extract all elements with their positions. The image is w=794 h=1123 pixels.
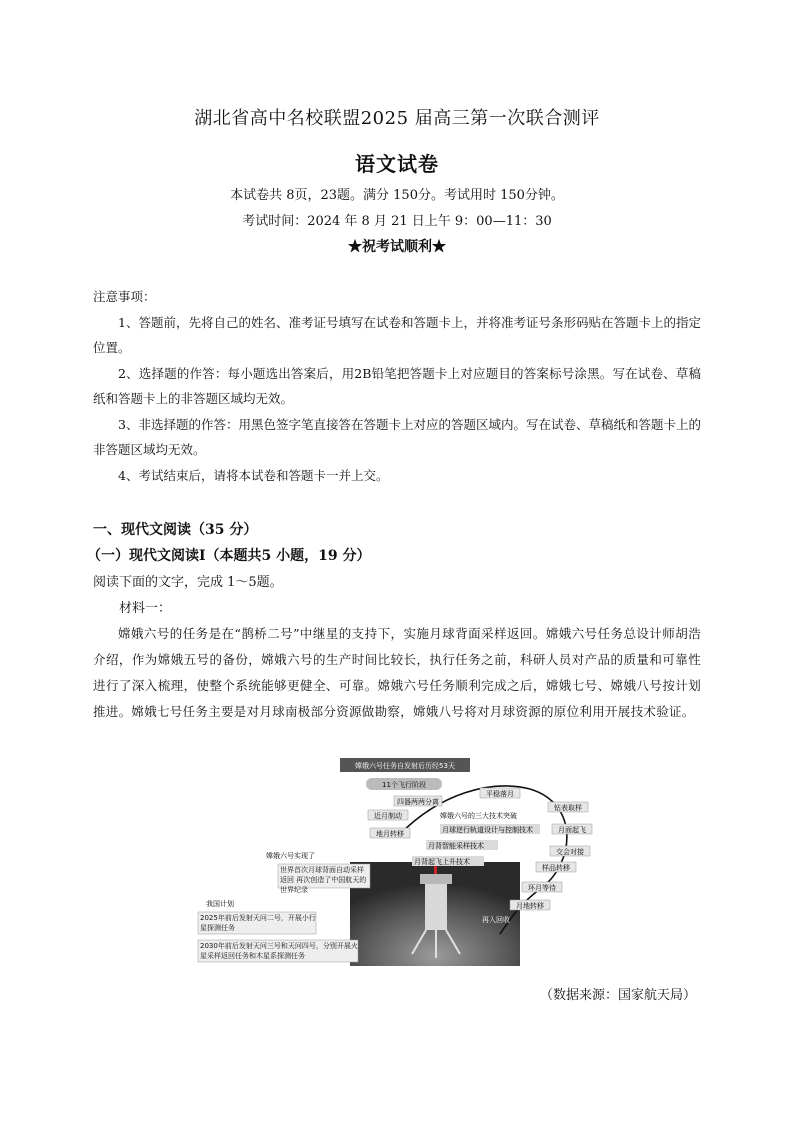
notes-heading: 注意事项： <box>93 289 156 304</box>
infographic-svg <box>190 754 604 966</box>
stage-tag: 月面起飞 <box>558 826 586 834</box>
stage-tag: 月地转移 <box>516 902 544 910</box>
stage-tag: 环月等待 <box>528 884 556 892</box>
subject-title: 语文试卷 <box>355 152 439 176</box>
exam-info: 本试卷共 8页，23题。满分 150分。考试用时 150分钟。 <box>230 188 564 203</box>
subsection-title: （一）现代文阅读Ⅰ（本题共5 小题，19 分） <box>87 548 371 564</box>
banner-text: 嫦娥六号任务自发射后历经53天 <box>355 762 455 770</box>
exam-time: 考试时间：2024 年 8 月 21 日上午 9：00—11：30 <box>242 214 552 229</box>
lander-top <box>420 874 452 884</box>
achievement-title: 嫦娥六号实现了 <box>266 852 315 860</box>
good-luck-line: ★祝考试顺利★ <box>348 239 446 255</box>
exam-title: 湖北省高中名校联盟2025 届高三第一次联合测评 <box>194 108 600 129</box>
note-item: 3、非选择题的作答：用黑色签字笔直接答在答题卡上对应的答题区域内。写在试卷、草稿纸和答题卡上的非答题区域均无效。 <box>93 416 701 457</box>
stages-label: 11个飞行阶段 <box>382 781 426 789</box>
stage-tag: 再入回收 <box>482 916 510 924</box>
stage-tag: 交会对接 <box>556 848 584 856</box>
tech-item: 月球逆行轨道设计与控制技术 <box>442 826 533 834</box>
data-source: （数据来源：国家航天局） <box>539 988 696 1003</box>
plan-item: 2025年前后发射天问二号，开展小行星探测任务 <box>200 914 316 932</box>
tech-item: 月背起飞上升技术 <box>414 858 470 866</box>
material-paragraph: 嫦娥六号的任务是在“鹊桥二号”中继星的支持下，实施月球背面采样返回。嫦娥六号任务总设计师胡浩介绍，作为嫦娥五号的备份，嫦娥六号的生产时间比较长，执行任务之前，科研人员对产品的质量和可靠性进行了深入梳理，使整个系统能够更健全、可靠。嫦娥六号任务顺利完成之后，嫦娥七号、嫦娥八号按计划推进。嫦娥七号任务主要是对月球南极部分资源做勘察，嫦娥八号将对月球资源的原位利用开展技术验证。 <box>93 626 701 719</box>
section-title: 一、现代文阅读（35 分） <box>93 522 258 538</box>
notes-block <box>93 284 701 488</box>
stage-tag: 四器两两分离 <box>397 798 439 806</box>
stage-tag: 地月转移 <box>376 830 404 838</box>
lander-body <box>425 882 447 930</box>
note-item: 4、考试结束后，请将本试卷和答题卡一并上交。 <box>118 467 389 483</box>
stage-tag: 近月制动 <box>374 812 402 820</box>
stage-tag: 钻表取样 <box>554 804 582 812</box>
note-item: 1、答题前，先将自己的姓名、准考证号填写在试卷和答题卡上，并将准考证号条形码贴在答题卡上的指定位置。 <box>93 314 701 355</box>
stage-tag: 样品转移 <box>542 864 570 872</box>
plan-item: 2030年前后发射天问三号和天问四号，分别开展火星采样返回任务和木星系探测任务 <box>200 942 358 960</box>
instruction: 阅读下面的文字，完成 1～5题。 <box>93 575 283 590</box>
tech-item: 月背智能采样技术 <box>428 842 484 850</box>
stage-tag: 平稳落月 <box>486 790 514 798</box>
achievement-text: 世界首次月球背面自动采样返回 再次创造了中国航天的世界纪录 <box>280 866 367 894</box>
material-label: 材料一： <box>119 601 172 616</box>
tech-title: 嫦娥六号的三大技术突破 <box>440 812 517 820</box>
infographic <box>190 754 604 966</box>
plan-title: 我国计划 <box>206 900 234 908</box>
note-item: 2、选择题的作答：每小题选出答案后，用2B铅笔把答题卡上对应题目的答案标号涂黑。写在试卷、草稿纸和答题卡上的非答题区域均无效。 <box>93 365 701 406</box>
